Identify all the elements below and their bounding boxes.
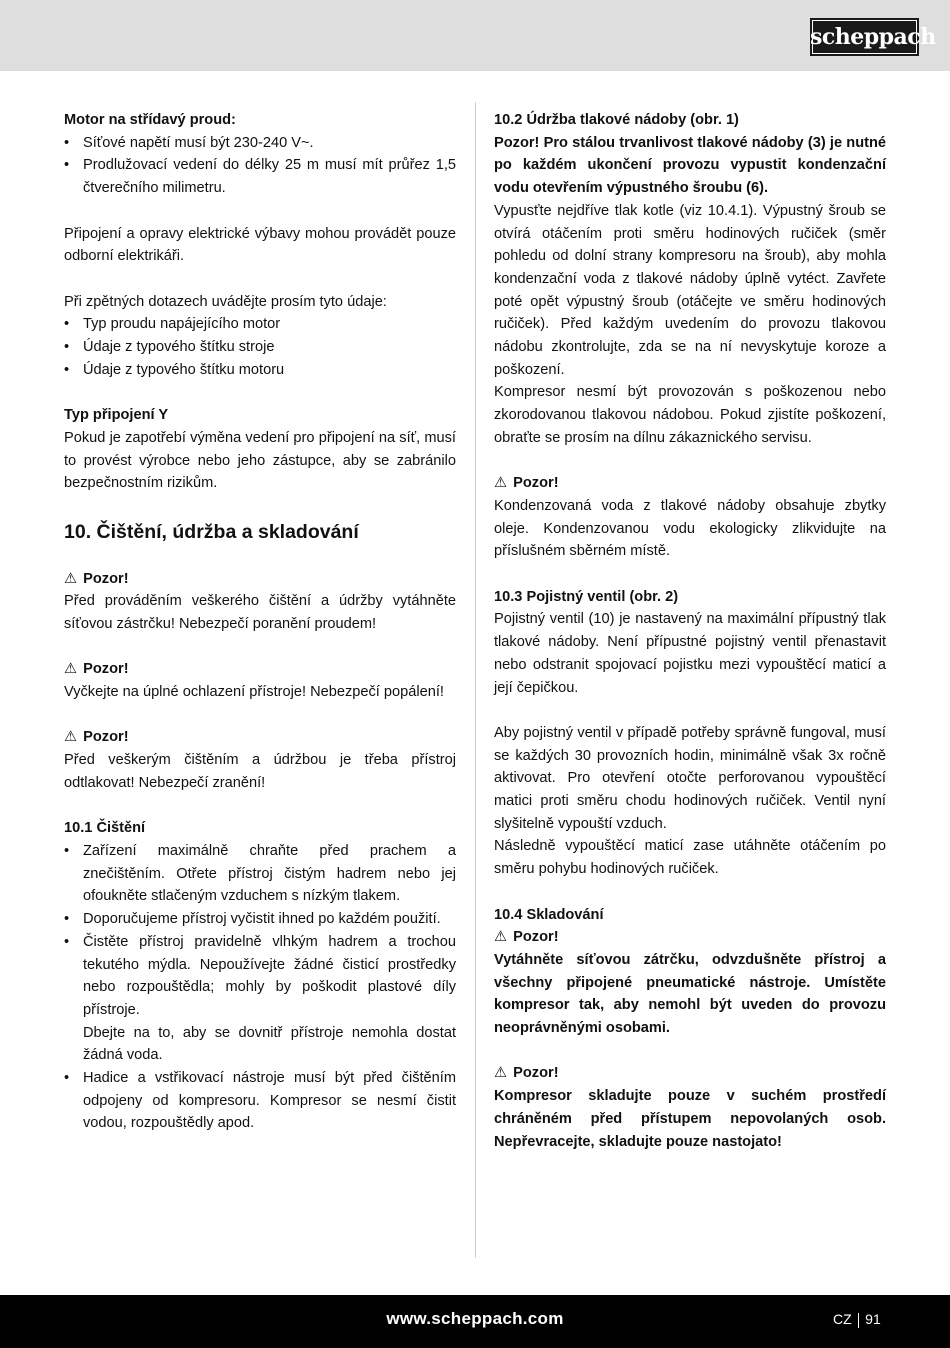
storage-heading: 10.4 Skladování bbox=[494, 906, 604, 923]
queries-intro: Při zpětných dotazech uvádějte prosím tyto údaje: bbox=[64, 293, 387, 310]
connection-text: Pokud je zapotřebí výměna vedení pro připojení na síť, musí to provést výrobce nebo jeho zástupce, aby se zabránilo bezpečnostním rizikům. bbox=[64, 429, 456, 492]
list-item: • Doporučujeme přístroj vyčistit ihned po každém použití. bbox=[64, 908, 456, 931]
column-divider bbox=[475, 102, 476, 1258]
list-item: • Čistěte přístroj pravidelně vlhkým hadrem a trochou tekutého mýdla. Nepoužívejte žádné čisticí prostředky nebo rozpouštědla; mohly by poškodit plastové díly přístroje. Dbejte na to, aby se dovnitř přístroje nemohla dostat žádná voda. bbox=[64, 931, 456, 1067]
connection-heading: Typ připojení Y bbox=[64, 407, 169, 424]
warning-text: Před prováděním veškerého čištění a údržby vytáhněte síťovou zástrčku! Nebezpečí poranění proudem! bbox=[64, 593, 456, 632]
repair-text: Připojení a opravy elektrické výbavy mohou provádět pouze odborní elektrikáři. bbox=[64, 225, 456, 265]
list-item: • Údaje z typového štítku motoru bbox=[64, 359, 456, 382]
warning-text: Před veškerým čištěním a údržbou je třeba přístroj odtlakovat! Nebezpečí zranění! bbox=[64, 752, 456, 791]
valve-text-2: Aby pojistný ventil v případě potřeby správně fungoval, musí se každých 30 provozních hodin, minimálně však 3x ročně aktivovat. Pro otevření otočte perforovanou vypouštěcí matici proti směru chodu hodinových ručiček. Ventil nyní slyšitelně vypouští vzduch. bbox=[494, 724, 886, 832]
tank-text: Vypusťte nejdříve tlak kotle (viz 10.4.1). Výpustný šroub se otvírá otáčením proti směru hodinových ručiček (směr pohledu od dolní strany kompresoru na šroub), aby mohla kondenzační voda z tlakové nádoby úplně vytéct. Zavřete poté opět výpustný šroub (otáčejte ve směru hodinových ručiček). Před každým uvedením do provozu tlakovou nádobu zkontrolujte, zda se na ní nevyskytuje koroze a poškození. bbox=[494, 202, 886, 378]
valve-text-3: Následně vypouštěcí maticí zase utáhněte otáčením po směru pohybu hodinových ručiček. bbox=[494, 838, 886, 878]
tank-text-2: Kompresor nesmí být provozován s poškozenou nebo zkorodovanou tlakovou nádobou. Pokud zjistíte poškození, obraťte se prosím na dílnu zákaznického servisu. bbox=[494, 384, 886, 446]
warning-label: ⚠ Pozor! bbox=[494, 929, 559, 946]
motor-heading: Motor na střídavý proud: bbox=[64, 112, 236, 128]
cleaning-list bbox=[64, 840, 456, 1135]
warning-label: ⚠ Pozor! bbox=[64, 570, 129, 587]
list-item: • Síťové napětí musí být 230-240 V~. bbox=[64, 132, 456, 155]
queries-list bbox=[64, 313, 456, 381]
section-title: 10. Čištění, údržba a skladování bbox=[64, 520, 359, 543]
cleaning-item-note: Dbejte na to, aby se dovnitř přístroje nemohla dostat žádná voda. bbox=[83, 1024, 456, 1064]
warning-label: ⚠ Pozor! bbox=[494, 475, 559, 492]
list-item: • Údaje z typového štítku stroje bbox=[64, 336, 456, 359]
footer-separator bbox=[858, 1313, 860, 1328]
storage-warning-1: Vytáhněte síťovou zátrčku, odvzdušněte přístroj a všechny připojené pneumatické nástroje. Umístěte kompresor tak, aby nemohl být uveden do provozu neoprávněnými osobami. bbox=[494, 951, 886, 1037]
warning-triangle-icon: ⚠ bbox=[494, 1065, 508, 1082]
language-code: CZ bbox=[833, 1311, 852, 1327]
motor-list bbox=[64, 132, 456, 200]
page-number-value: 91 bbox=[865, 1311, 881, 1327]
list-item: • Prodlužovací vedení do délky 25 m musí mít průřez 1,5 čtverečního milimetru. bbox=[64, 154, 456, 199]
list-item: • Zařízení maximálně chraňte před prachem a znečištěním. Otřete přístroj čistým hadrem nebo jej ofoukněte stlačeným vzduchem s nízkým tlakem. bbox=[64, 840, 456, 908]
warning-label: ⚠ Pozor! bbox=[64, 661, 129, 678]
warning-triangle-icon: ⚠ bbox=[494, 929, 508, 946]
tank-warning: Pozor! Pro stálou trvanlivost tlakové nádoby (3) je nutné po každém ukončení provozu vypustit kondenzační vodu otevřením výpustného šroubu (6). bbox=[494, 134, 886, 197]
warning-text: Vyčkejte na úplné ochlazení přístroje! Nebezpečí popálení! bbox=[64, 684, 444, 701]
page-footer bbox=[0, 1295, 950, 1348]
valve-heading: 10.3 Pojistný ventil (obr. 2) bbox=[494, 588, 679, 605]
warning-triangle-icon: ⚠ bbox=[64, 729, 78, 746]
list-item: • Hadice a vstřikovací nástroje musí být před čištěním odpojeny od kompresoru. Kompresor se nesmí čistit vodou, rozpouštědly apod. bbox=[64, 1067, 456, 1135]
footer-url: www.scheppach.com bbox=[386, 1309, 564, 1328]
page-number bbox=[833, 1295, 881, 1343]
condensate-text: Kondenzovaná voda z tlakové nádoby obsahuje zbytky oleje. Kondenzovanou vodu ekologicky zlikvidujte na příslušném sběrném místě. bbox=[494, 497, 886, 560]
warning-label: ⚠ Pozor! bbox=[64, 729, 129, 746]
warning-triangle-icon: ⚠ bbox=[64, 570, 78, 587]
scheppach-logo: scheppach bbox=[810, 18, 919, 56]
warning-triangle-icon: ⚠ bbox=[494, 475, 508, 492]
page-header bbox=[0, 0, 950, 71]
warning-label: ⚠ Pozor! bbox=[494, 1065, 559, 1082]
valve-text: Pojistný ventil (10) je nastavený na maximální přípustný tlak tlakové nádoby. Není přípustné pojistný ventil přenastavit nebo odstranit spojovací pojistku mezi vypouštěcí maticí a její čepičkou. bbox=[494, 611, 886, 696]
cleaning-heading: 10.1 Čištění bbox=[64, 820, 146, 837]
storage-warning-2: Kompresor skladujte pouze v suchém prostředí chráněném před přístupem nepovolaných osob. Nepřevracejte, skladujte pouze nastojato! bbox=[494, 1088, 886, 1150]
list-item: • Typ proudu napájejícího motor bbox=[64, 313, 456, 336]
right-column bbox=[494, 109, 886, 1153]
tank-heading: 10.2 Údržba tlakové nádoby (obr. 1) bbox=[494, 112, 739, 128]
warning-triangle-icon: ⚠ bbox=[64, 661, 78, 678]
left-column bbox=[64, 109, 456, 1135]
